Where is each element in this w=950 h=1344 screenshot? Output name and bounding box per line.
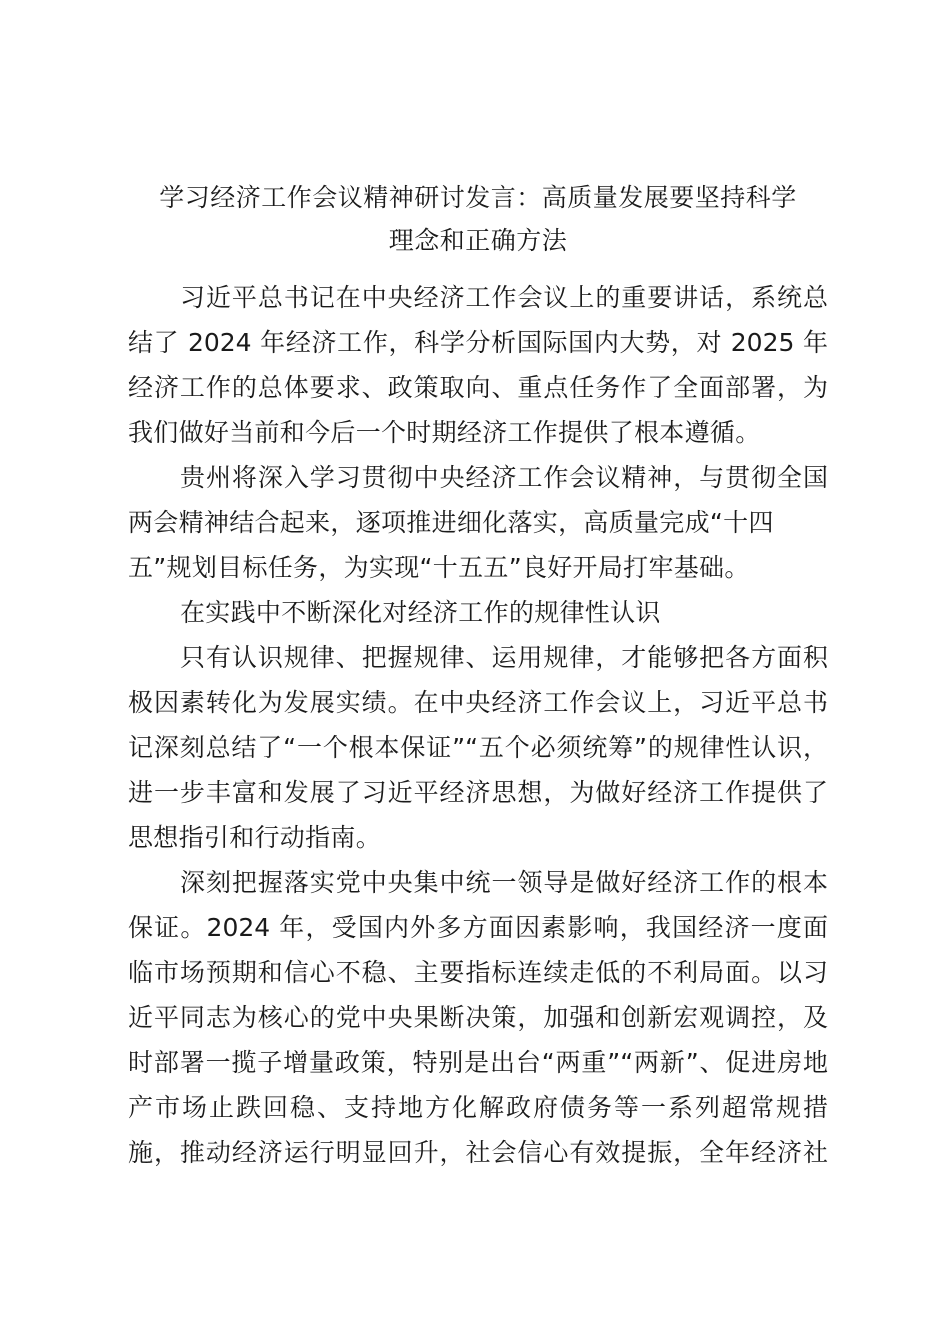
text-line: 结了 2024 年经济工作，科学分析国际国内大势，对 2025 年	[128, 328, 828, 357]
title-line-1: 学习经济工作会议精神研讨发言：高质量发展要坚持科学	[159, 183, 797, 212]
text-line: 五”规划目标任务，为实现“十五五”良好开局打牢基础。	[128, 553, 750, 582]
title-line-2: 理念和正确方法	[388, 226, 568, 255]
document-title	[128, 176, 828, 262]
text-line: 我们做好当前和今后一个时期经济工作提供了根本遵循。	[128, 418, 761, 447]
section-heading: 在实践中不断深化对经济工作的规律性认识	[180, 598, 661, 627]
text-line: 近平同志为核心的党中央果断决策，加强和创新宏观调控，及	[128, 1003, 828, 1032]
text-line: 保证。2024 年，受国内外多方面因素影响，我国经济一度面	[128, 913, 828, 942]
text-line: 极因素转化为发展实绩。在中央经济工作会议上，习近平总书	[128, 688, 828, 717]
text-line: 深刻把握落实党中央集中统一领导是做好经济工作的根本	[180, 868, 828, 897]
text-line: 产市场止跌回稳、支持地方化解政府债务等一系列超常规措	[128, 1093, 828, 1122]
text-line: 只有认识规律、把握规律、运用规律，才能够把各方面积	[180, 643, 828, 672]
text-line: 贵州将深入学习贯彻中央经济工作会议精神，与贯彻全国	[180, 463, 828, 492]
text-line: 思想指引和行动指南。	[128, 823, 382, 852]
text-line: 进一步丰富和发展了习近平经济思想，为做好经济工作提供了	[128, 778, 828, 807]
text-line: 经济工作的总体要求、政策取向、重点任务作了全面部署，为	[128, 373, 828, 402]
text-line: 习近平总书记在中央经济工作会议上的重要讲话，系统总	[180, 283, 828, 312]
text-line: 时部署一揽子增量政策，特别是出台“两重”“两新”、促进房地	[128, 1048, 828, 1077]
text-line: 临市场预期和信心不稳、主要指标连续走低的不利局面。以习	[128, 958, 828, 987]
text-line: 两会精神结合起来，逐项推进细化落实，高质量完成“十四	[128, 508, 774, 537]
text-line: 施，推动经济运行明显回升，社会信心有效提振，全年经济社	[128, 1138, 828, 1167]
text-line: 记深刻总结了“一个根本保证”“五个必须统筹”的规律性认识，	[128, 733, 828, 762]
